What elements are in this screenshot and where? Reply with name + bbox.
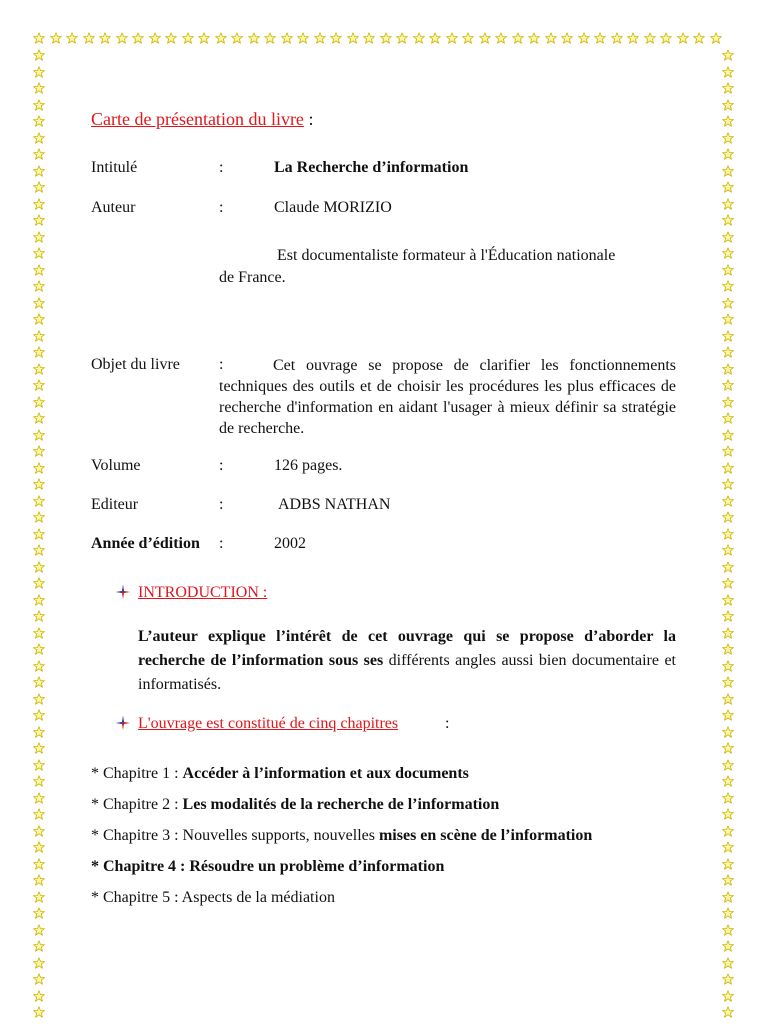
chapters-heading: L'ouvrage est constitué de cinq chapitres xyxy=(138,715,399,732)
star-icon xyxy=(33,99,45,111)
star-icon xyxy=(722,247,734,259)
star-icon xyxy=(33,742,45,754)
star-icon xyxy=(722,957,734,969)
star-icon xyxy=(33,874,45,886)
sep-auteur: : xyxy=(219,199,224,216)
star-icon xyxy=(722,412,734,424)
value-auteur: Claude MORIZIO xyxy=(274,199,392,216)
chapter-2 xyxy=(91,795,499,815)
star-icon xyxy=(722,726,734,738)
star-icon xyxy=(722,858,734,870)
star-icon xyxy=(722,660,734,672)
label-annee: Année d’édition xyxy=(91,535,200,552)
star-icon xyxy=(561,32,573,44)
star-icon xyxy=(627,32,639,44)
star-icon xyxy=(722,82,734,94)
chapter-5-prefix: * Chapitre 5 : Aspects de la médiation xyxy=(91,889,335,906)
introduction-heading: INTRODUCTION : xyxy=(138,584,268,601)
sep-annee: : xyxy=(219,535,224,552)
star-icon xyxy=(722,891,734,903)
star-icon xyxy=(33,297,45,309)
star-icon xyxy=(297,32,309,44)
star-icon xyxy=(722,693,734,705)
value-intitule: La Recherche d’information xyxy=(274,159,469,176)
star-icon xyxy=(149,32,161,44)
star-icon xyxy=(132,32,144,44)
star-icon xyxy=(722,759,734,771)
star-icon xyxy=(33,396,45,408)
star-icon xyxy=(660,32,672,44)
star-icon xyxy=(722,1006,734,1018)
star-icon xyxy=(33,577,45,589)
star-icon xyxy=(462,32,474,44)
star-icon xyxy=(33,726,45,738)
title-text: Carte de présentation du livre xyxy=(91,109,304,129)
star-icon xyxy=(722,924,734,936)
sep-objet: : xyxy=(219,356,224,373)
star-icon xyxy=(83,32,95,44)
star-icon xyxy=(33,115,45,127)
star-icon xyxy=(231,32,243,44)
star-icon xyxy=(722,445,734,457)
star-icon xyxy=(99,32,111,44)
title-suffix: : xyxy=(303,109,314,129)
star-icon xyxy=(33,528,45,540)
star-icon xyxy=(722,643,734,655)
star-icon xyxy=(722,478,734,490)
star-icon xyxy=(722,231,734,243)
chapter-3 xyxy=(91,826,592,846)
star-icon xyxy=(33,165,45,177)
star-icon xyxy=(33,990,45,1002)
star-icon xyxy=(722,511,734,523)
star-icon xyxy=(33,676,45,688)
chapter-3-title: mises en scène de l’information xyxy=(378,827,593,844)
objet-paragraph xyxy=(219,355,676,439)
star-icon xyxy=(33,214,45,226)
star-icon xyxy=(722,330,734,342)
star-icon xyxy=(446,32,458,44)
star-icon xyxy=(33,775,45,787)
cross-bullet-icon xyxy=(116,716,130,730)
star-icon xyxy=(722,627,734,639)
star-icon xyxy=(722,66,734,78)
star-icon xyxy=(722,775,734,787)
star-icon xyxy=(710,32,722,44)
star-icon xyxy=(594,32,606,44)
star-icon xyxy=(722,973,734,985)
star-icon xyxy=(722,264,734,276)
star-icon xyxy=(33,858,45,870)
star-icon xyxy=(495,32,507,44)
star-icon xyxy=(264,32,276,44)
chapter-4-title: Résoudre un problème d’information xyxy=(189,858,445,875)
star-icon xyxy=(722,313,734,325)
star-icon xyxy=(363,32,375,44)
star-icon xyxy=(33,759,45,771)
star-icon xyxy=(33,792,45,804)
star-icon xyxy=(33,643,45,655)
chapter-5 xyxy=(91,888,335,908)
star-icon xyxy=(33,82,45,94)
star-icon xyxy=(33,841,45,853)
star-icon xyxy=(33,346,45,358)
cross-bullet-icon xyxy=(116,585,130,599)
star-icon xyxy=(722,495,734,507)
chapter-2-prefix: * Chapitre 2 : xyxy=(91,796,183,813)
star-icon xyxy=(33,627,45,639)
star-icon xyxy=(722,148,734,160)
star-icon xyxy=(722,907,734,919)
star-icon xyxy=(677,32,689,44)
author-bio-line1: Est documentaliste formateur à l'Éducation nationale xyxy=(277,247,616,264)
star-icon xyxy=(33,544,45,556)
star-icon xyxy=(314,32,326,44)
star-icon xyxy=(722,99,734,111)
star-icon xyxy=(722,841,734,853)
star-icon xyxy=(693,32,705,44)
star-icon xyxy=(722,742,734,754)
star-icon xyxy=(33,379,45,391)
star-icon xyxy=(722,825,734,837)
star-icon xyxy=(33,478,45,490)
star-icon xyxy=(50,32,62,44)
star-icon xyxy=(33,445,45,457)
star-icon xyxy=(380,32,392,44)
star-icon xyxy=(578,32,590,44)
star-icon xyxy=(33,32,45,44)
star-icon xyxy=(722,181,734,193)
star-icon xyxy=(722,990,734,1002)
chapter-1 xyxy=(91,764,469,784)
label-editeur: Editeur xyxy=(91,496,139,513)
star-icon xyxy=(33,429,45,441)
star-icon xyxy=(66,32,78,44)
chapters-heading-suffix: : xyxy=(445,715,450,732)
star-icon xyxy=(722,396,734,408)
chapter-1-title: Accéder à l’information et aux documents xyxy=(182,765,469,782)
star-icon xyxy=(33,610,45,622)
star-icon xyxy=(722,577,734,589)
star-icon xyxy=(116,32,128,44)
sep-intitule: : xyxy=(219,159,224,176)
page-title xyxy=(91,109,313,129)
star-icon xyxy=(413,32,425,44)
star-icon xyxy=(33,313,45,325)
star-icon xyxy=(33,462,45,474)
star-icon xyxy=(33,198,45,210)
chapter-3-prefix: * Chapitre 3 : Nouvelles supports, nouvelles xyxy=(91,827,379,844)
star-icon xyxy=(722,792,734,804)
star-icon xyxy=(33,363,45,375)
star-icon xyxy=(33,808,45,820)
star-icon xyxy=(33,181,45,193)
star-icon xyxy=(33,49,45,61)
star-icon xyxy=(182,32,194,44)
star-icon xyxy=(722,280,734,292)
star-icon xyxy=(722,462,734,474)
star-icon xyxy=(33,511,45,523)
chapter-2-title: Les modalités de la recherche de l’information xyxy=(182,796,500,813)
star-icon xyxy=(347,32,359,44)
star-icon xyxy=(722,528,734,540)
star-icon xyxy=(33,412,45,424)
label-objet: Objet du livre xyxy=(91,356,180,373)
star-icon xyxy=(722,198,734,210)
star-icon xyxy=(165,32,177,44)
star-icon xyxy=(33,231,45,243)
star-icon xyxy=(330,32,342,44)
star-icon xyxy=(479,32,491,44)
star-icon xyxy=(33,940,45,952)
introduction-text-rest: différents angles aussi bien documentaire et informatisés. xyxy=(138,652,676,693)
star-icon xyxy=(528,32,540,44)
star-icon xyxy=(33,693,45,705)
value-volume: 126 pages. xyxy=(274,457,343,474)
chapter-4 xyxy=(91,857,444,877)
star-icon xyxy=(512,32,524,44)
star-icon xyxy=(722,363,734,375)
objet-text: Cet ouvrage se propose de clarifier les fonctionnements techniques des outils et de choisir les procédures les plus efficaces de recherche d'information en aidant l'usager à mieux définir sa stratégie de recherche. xyxy=(219,357,676,437)
star-icon xyxy=(33,594,45,606)
star-icon xyxy=(33,825,45,837)
star-icon xyxy=(545,32,557,44)
author-bio-line2: de France. xyxy=(219,269,286,286)
star-icon xyxy=(33,66,45,78)
star-icon xyxy=(722,379,734,391)
star-icon xyxy=(722,874,734,886)
introduction-text-bold: L’auteur explique l’intérêt de cet ouvrage qui se propose d’aborder la recherche de l’information sous ses xyxy=(138,628,676,669)
star-icon xyxy=(33,148,45,160)
star-icon xyxy=(722,544,734,556)
star-icon xyxy=(33,709,45,721)
sep-volume: : xyxy=(219,457,224,474)
star-icon xyxy=(215,32,227,44)
sep-editeur: : xyxy=(219,496,224,513)
star-icon xyxy=(33,132,45,144)
star-icon xyxy=(33,957,45,969)
star-icon xyxy=(722,594,734,606)
star-icon xyxy=(198,32,210,44)
chapter-1-prefix: * Chapitre 1 : xyxy=(91,765,183,782)
star-icon xyxy=(33,907,45,919)
star-icon xyxy=(33,973,45,985)
star-icon xyxy=(33,280,45,292)
star-icon xyxy=(33,660,45,672)
chapter-4-prefix: * Chapitre 4 : xyxy=(91,858,190,875)
star-icon xyxy=(722,297,734,309)
star-icon xyxy=(33,891,45,903)
star-icon xyxy=(33,561,45,573)
value-editeur: ADBS NATHAN xyxy=(278,496,391,513)
label-volume: Volume xyxy=(91,457,141,474)
star-icon xyxy=(722,561,734,573)
star-icon xyxy=(722,808,734,820)
star-icon xyxy=(722,610,734,622)
star-icon xyxy=(33,1006,45,1018)
star-icon xyxy=(722,429,734,441)
star-icon xyxy=(33,495,45,507)
star-icon xyxy=(722,214,734,226)
introduction-paragraph xyxy=(138,625,676,697)
star-icon xyxy=(722,346,734,358)
star-icon xyxy=(722,676,734,688)
star-icon xyxy=(722,165,734,177)
label-auteur: Auteur xyxy=(91,199,136,216)
star-icon xyxy=(722,49,734,61)
star-icon xyxy=(611,32,623,44)
label-intitule: Intitulé xyxy=(91,159,138,176)
star-icon xyxy=(33,924,45,936)
star-icon xyxy=(248,32,260,44)
star-icon xyxy=(722,115,734,127)
star-icon xyxy=(396,32,408,44)
star-icon xyxy=(722,940,734,952)
star-icon xyxy=(33,330,45,342)
value-annee: 2002 xyxy=(274,535,306,552)
star-icon xyxy=(429,32,441,44)
star-icon xyxy=(644,32,656,44)
star-icon xyxy=(33,264,45,276)
star-icon xyxy=(722,132,734,144)
star-icon xyxy=(722,709,734,721)
star-icon xyxy=(33,247,45,259)
star-icon xyxy=(281,32,293,44)
